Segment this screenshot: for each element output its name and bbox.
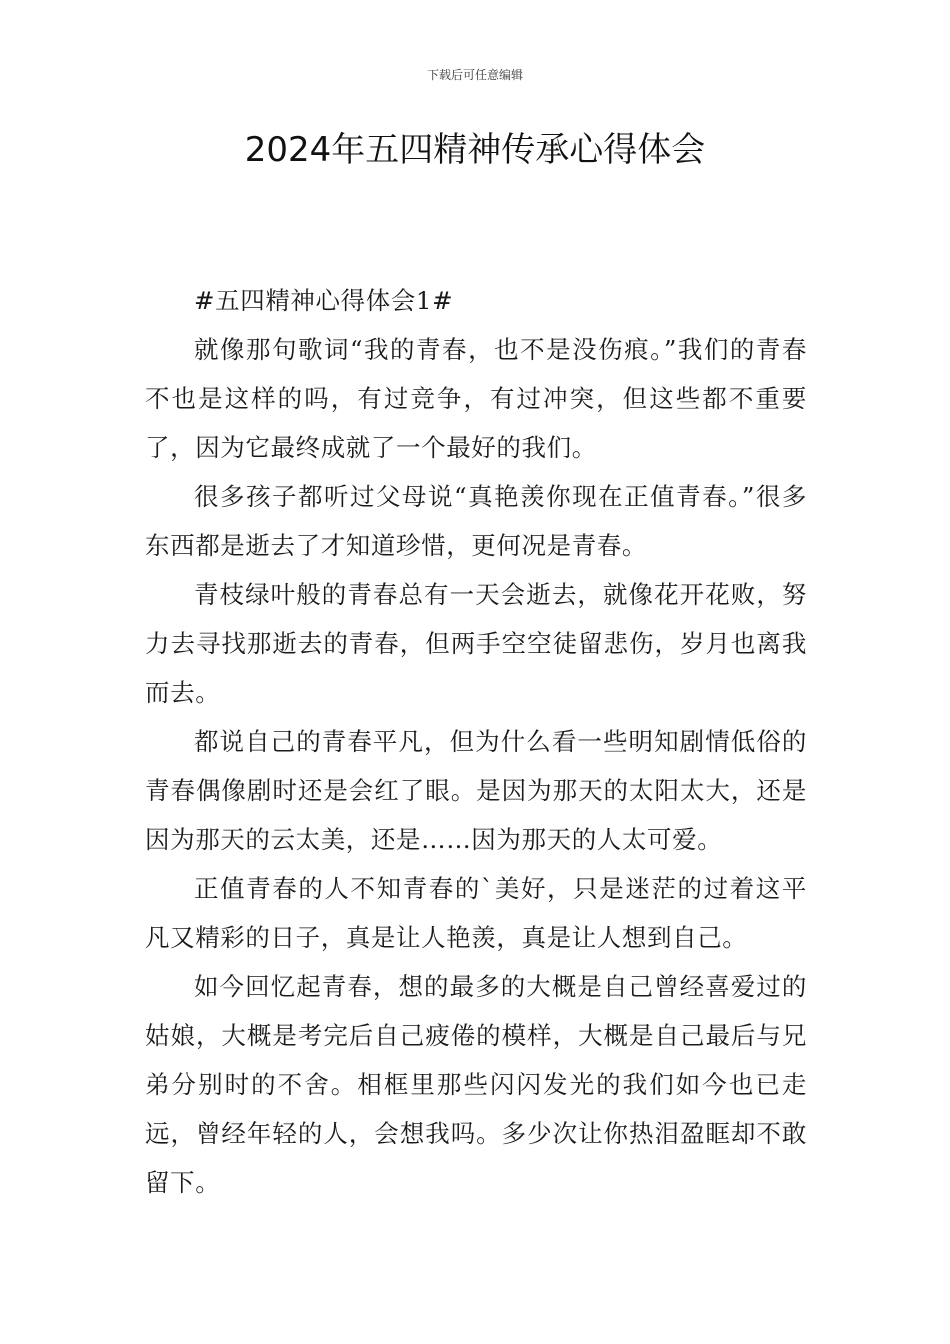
paragraph: 就像那句歌词“我的青春，也不是没伤痕。”我们的青春不也是这样的吗，有过竞争，有过冲突，但这些都不重要了，因为它最终成就了一个最好的我们。 (145, 335, 807, 462)
document-title: 2024年五四精神传承心得体会 (244, 130, 706, 170)
paragraph: 如今回忆起青春，想的最多的大概是自己曾经喜爱过的姑娘，大概是考完后自己疲倦的模样，大概是自己最后与兄弟分别时的不舍。相框里那些闪闪发光的我们如今也已走远，曾经年轻的人，会想我吗。多少次让你热泪盈眶却不敢留下。 (145, 972, 807, 1197)
document-body (145, 276, 807, 1207)
section-heading: #五四精神心得体会1# (194, 286, 454, 315)
header-note: 下载后可任意编辑 (426, 68, 523, 82)
paragraph: 很多孩子都听过父母说“真艳羡你现在正值青春。”很多东西都是逝去了才知道珍惜，更何况是青春。 (145, 482, 807, 560)
paragraph: 都说自己的青春平凡，但为什么看一些明知剧情低俗的青春偶像剧时还是会红了眼。是因为那天的太阳太大，还是因为那天的云太美，还是……因为那天的人太可爱。 (145, 727, 807, 854)
paragraph: 青枝绿叶般的青春总有一天会逝去，就像花开花败，努力去寻找那逝去的青春，但两手空空徒留悲伤，岁月也离我而去。 (145, 580, 807, 707)
paragraph: 正值青春的人不知青春的`美好，只是迷茫的过着这平凡又精彩的日子，真是让人艳羡，真是让人想到自己。 (145, 874, 807, 952)
